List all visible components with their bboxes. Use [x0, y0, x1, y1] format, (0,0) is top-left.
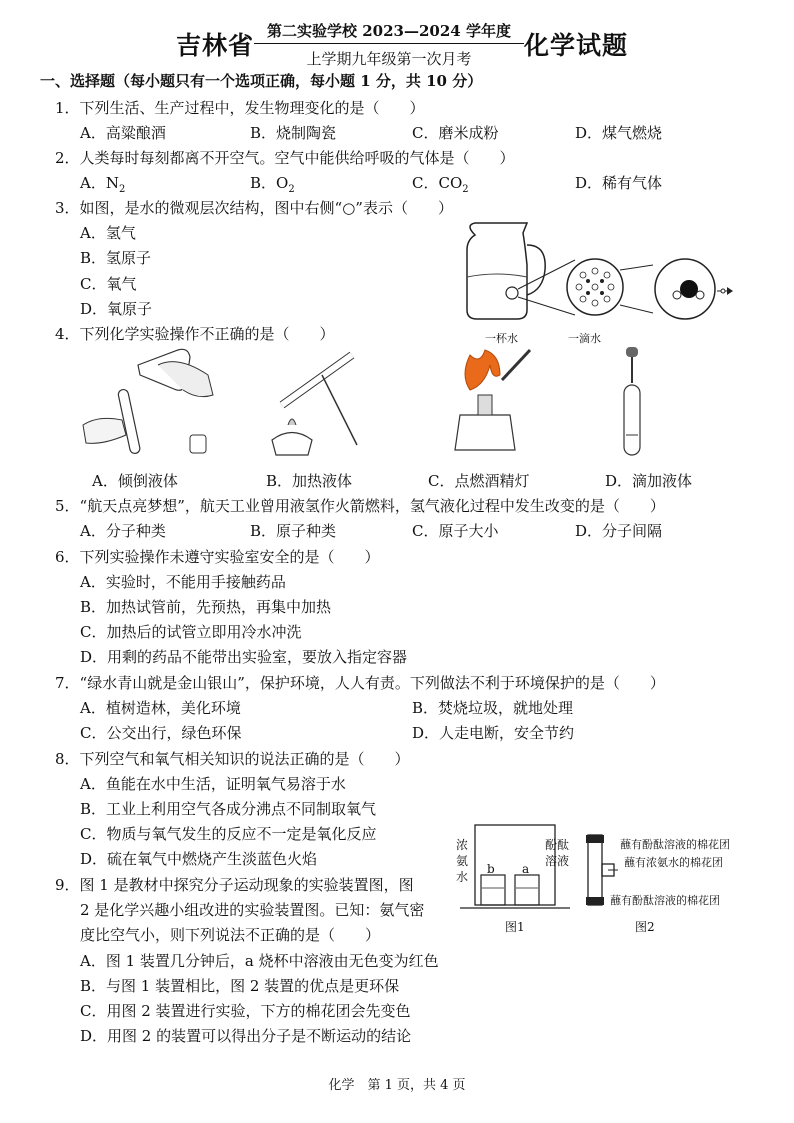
q2-stem: 2．人类每时每刻都离不开空气。空气中能供给呼吸的气体是（ ） [55, 149, 515, 167]
title-subject: 化学试题 [524, 31, 629, 60]
q7-option-d: D．人走电断，安全节约 [412, 724, 575, 742]
q9-stem-line3: 度比空气小，则下列说法不正确的是（ ） [80, 926, 381, 944]
q9-label-phenol: 酚酞 [545, 838, 570, 852]
q3-option-d: D．氧原子 [80, 300, 153, 318]
q8-option-a: A．鱼能在水中生活，证明氧气易溶于水 [80, 775, 346, 793]
q3-caption-cup: 一杯水 [485, 332, 518, 345]
title-province: 吉林省 [176, 31, 255, 60]
title-middle [254, 20, 524, 69]
pouring-liquid-figure [78, 345, 218, 460]
q2-option-a: A．$N_2$ [80, 174, 126, 195]
q9-label-an: 氨 [456, 854, 469, 868]
q6-option-a: A．实验时，不能用手接触药品 [80, 573, 286, 591]
q3-stem: 3．如图，是水的微观层次结构，图中右侧“○”表示（ ） [55, 199, 453, 217]
q2-option-d: D．稀有气体 [575, 174, 663, 192]
q4-option-a: A．倾倒液体 [92, 472, 178, 490]
q9-option-a: A．图 1 装置几分钟后，a 烧杯中溶液由无色变为红色 [80, 952, 439, 970]
q5-stem: 5．“航天点亮梦想”，航天工业曾用液氢作火箭燃料，氢气液化过程中发生改变的是（ ） [55, 497, 665, 515]
q5-option-d: D．分子间隔 [575, 522, 663, 540]
q7-option-c: C．公交出行，绿色环保 [80, 724, 242, 742]
q4-option-d: D．滴加液体 [605, 472, 693, 490]
q5-option-c: C．原子大小 [412, 522, 499, 540]
q5-option-b: B．原子种类 [250, 522, 337, 540]
title-school: 第二实验学校 2023—2024 学年度 [254, 20, 524, 44]
section-heading: 一、选择题（每小题只有一个选项正确，每小题 1 分，共 10 分） [40, 72, 483, 90]
q9-stem-line2: 2 是化学兴趣小组改进的实验装置图。已知：氨气密 [80, 901, 425, 919]
q6-option-c: C．加热后的试管立即用冷水冲洗 [80, 623, 302, 641]
q6-option-d: D．用剩的药品不能带出实验室，要放入指定容器 [80, 648, 408, 666]
q1-option-c: C．磨米成粉 [412, 124, 499, 142]
q3-option-b: B．氢原子 [80, 249, 152, 267]
q9-fig2-label-bottom: 蘸有酚酞溶液的棉花团 [610, 894, 720, 907]
q9-option-d: D．用图 2 的装置可以得出分子是不断运动的结论 [80, 1027, 412, 1045]
q5-option-a: A．分子种类 [80, 522, 166, 540]
q9-option-b: B．与图 1 装置相比，图 2 装置的优点是更环保 [80, 977, 400, 995]
heating-liquid-figure [262, 345, 372, 460]
q9-label-shui: 水 [456, 870, 469, 884]
q9-fig1-caption: 图1 [505, 920, 525, 934]
q1-stem: 1．下列生活、生产过程中，发生物理变化的是（ ） [55, 99, 425, 117]
q9-option-c: C．用图 2 装置进行实验，下方的棉花团会先变色 [80, 1002, 411, 1020]
q2-option-b: B．$O_2$ [250, 174, 295, 195]
q7-option-b: B．焚烧垃圾，就地处理 [412, 699, 574, 717]
q8-option-b: B．工业上利用空气各成分沸点不同制取氧气 [80, 800, 377, 818]
q3-option-a: A．氢气 [80, 224, 136, 242]
q4-option-b: B．加热液体 [266, 472, 353, 490]
q9-fig2-caption: 图2 [635, 920, 655, 934]
q6-option-b: B．加热试管前，先预热，再集中加热 [80, 598, 332, 616]
q3-option-c: C．氧气 [80, 275, 137, 293]
q9-figure-1 [455, 820, 575, 920]
q9-fig2-label-mid: 蘸有浓氨水的棉花团 [624, 856, 723, 869]
q8-option-d: D．硫在氧气中燃烧产生淡蓝色火焰 [80, 850, 318, 868]
q1-option-d: D．煤气燃烧 [575, 124, 663, 142]
q6-stem: 6．下列实验操作未遵守实验室安全的是（ ） [55, 548, 380, 566]
q7-option-a: A．植树造林，美化环境 [80, 699, 241, 717]
q9-label-nong: 浓 [456, 838, 469, 852]
q1-option-b: B．烧制陶瓷 [250, 124, 337, 142]
water-micro-structure-figure [455, 215, 735, 345]
page-footer: 化学 第 1 页，共 4 页 [328, 1078, 466, 1093]
exam-header [0, 20, 794, 70]
title-term: 上学期九年级第一次月考 [306, 50, 472, 68]
q1-option-a: A．高粱酿酒 [80, 124, 166, 142]
q8-stem: 8．下列空气和氧气相关知识的说法正确的是（ ） [55, 750, 410, 768]
q7-stem: 7．“绿水青山就是金山银山”，保护环境，人人有责。下列做法不利于环境保护的是（ ） [55, 674, 665, 692]
q4-stem: 4．下列化学实验操作不正确的是（ ） [55, 325, 335, 343]
q2-option-c: C．$CO_2$ [412, 174, 469, 195]
q9-label-a: a [522, 862, 530, 876]
q4-option-c: C．点燃酒精灯 [428, 472, 530, 490]
q8-option-c: C．物质与氧气发生的反应不一定是氧化反应 [80, 825, 377, 843]
lighting-alcohol-lamp-figure [430, 345, 540, 460]
dropping-liquid-figure [610, 345, 670, 460]
q3-caption-drop: 一滴水 [568, 332, 601, 345]
q9-label-b: b [487, 862, 495, 876]
q9-fig2-label-top: 蘸有酚酞溶液的棉花团 [620, 838, 730, 851]
q9-stem-line1: 9．图 1 是教材中探究分子运动现象的实验装置图，图 [55, 876, 414, 894]
q9-label-solution: 溶液 [545, 854, 570, 868]
